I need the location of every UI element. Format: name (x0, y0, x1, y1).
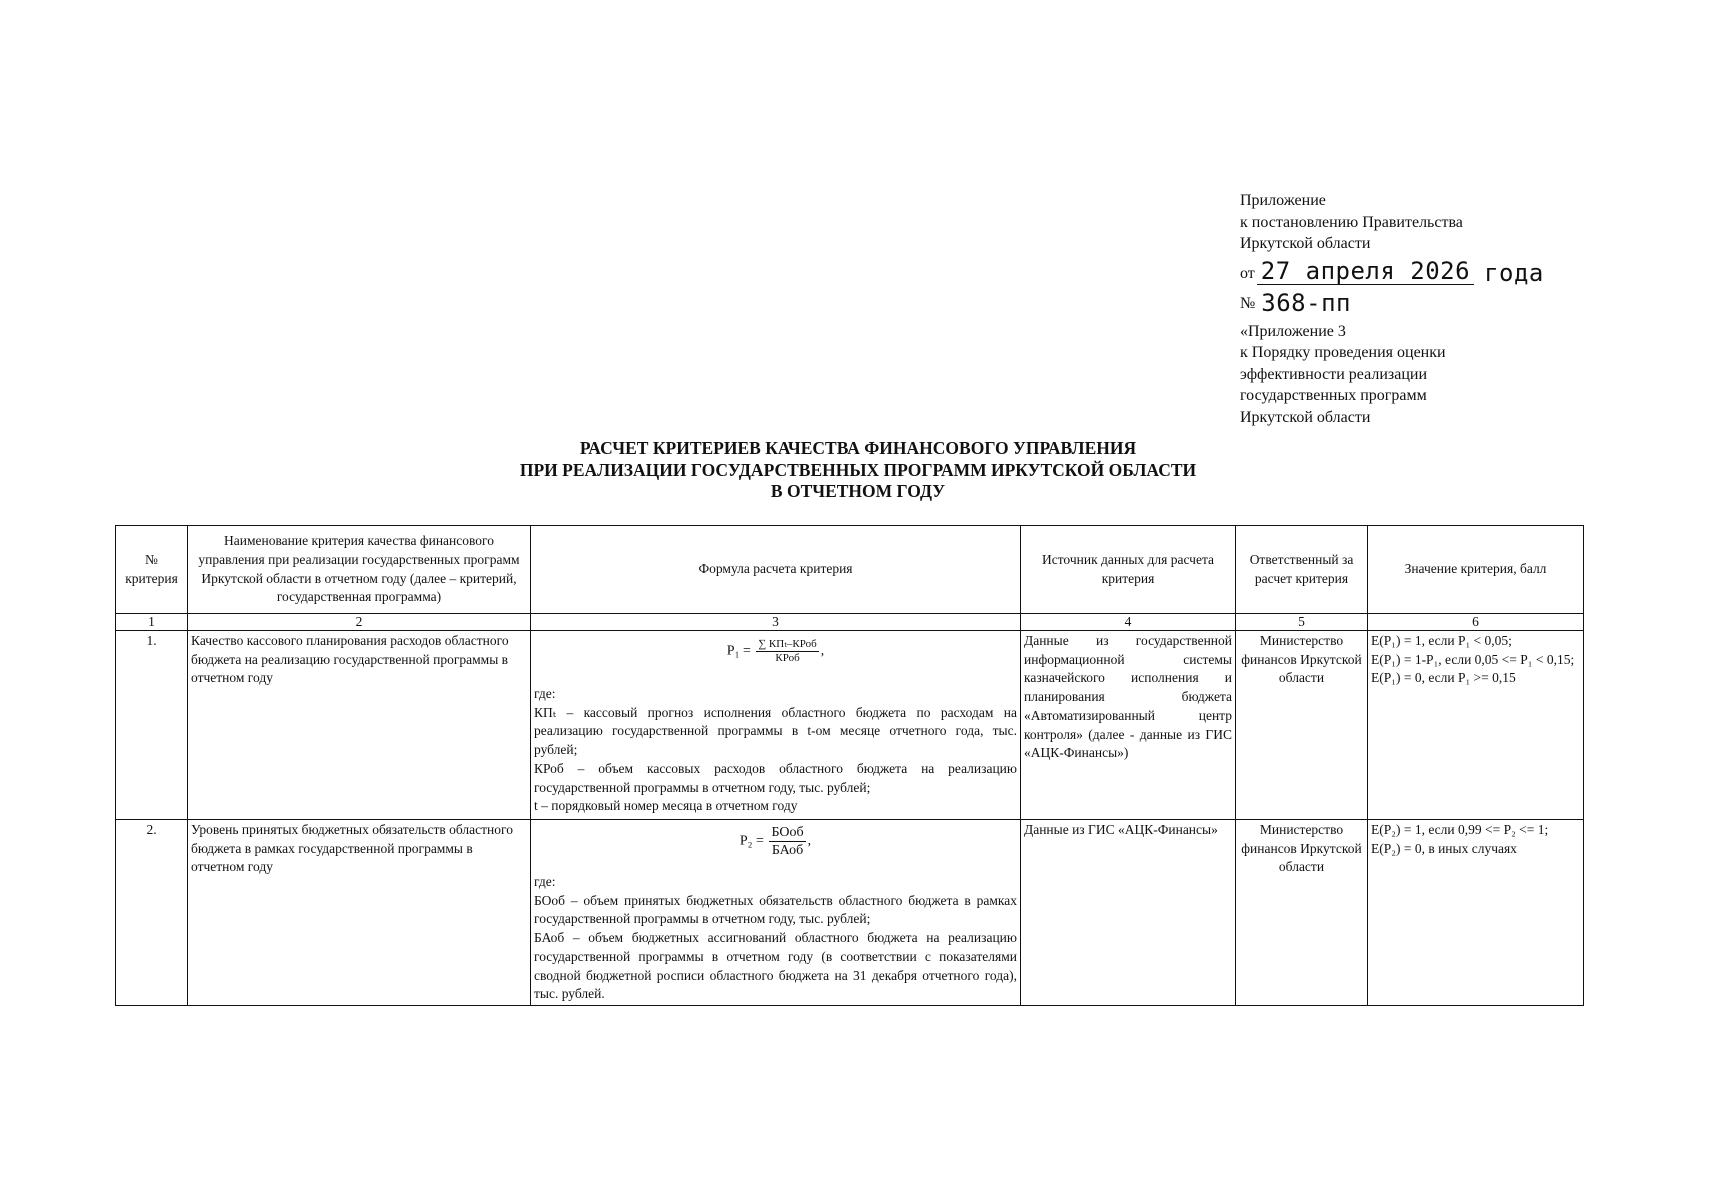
criterion-values (1368, 631, 1584, 820)
value-rule: E(P₁) = 1, если P₁ < 0,05; (1371, 633, 1512, 648)
table-header-row (116, 526, 1584, 614)
date-suffix: года (1484, 259, 1544, 287)
appendix-block (1240, 190, 1544, 428)
appendix-line: Иркутской области (1240, 235, 1371, 252)
formula-tail: , (807, 833, 812, 849)
column-index: 3 (531, 614, 1021, 631)
criterion-formula (531, 631, 1021, 820)
table-row (116, 631, 1584, 820)
column-index: 4 (1021, 614, 1236, 631)
criterion-values (1368, 820, 1584, 1006)
title-line: РАСЧЕТ КРИТЕРИЕВ КАЧЕСТВА ФИНАНСОВОГО УПРАВЛЕНИЯ (579, 438, 1137, 458)
formula-numerator: ∑ КПₜ–КРоб (758, 638, 817, 650)
decree-number (1240, 285, 1544, 315)
formula-numerator: БОоб (771, 825, 804, 840)
appendix-line: к постановлению Правительства (1240, 213, 1463, 231)
criterion-number: 2. (116, 820, 188, 1006)
table-row (116, 820, 1584, 1006)
value-rule: E(P₁) = 1-P₁, если 0,05 <= P₁ < 0,15; (1371, 651, 1575, 667)
formula-expression (534, 824, 1017, 859)
header-cell-value: Значение критерия, балл (1368, 526, 1584, 614)
header-cell-formula: Формула расчета критерия (531, 526, 1021, 614)
handwritten-date: 27 апреля 2026 (1257, 258, 1474, 285)
column-index: 2 (188, 614, 531, 631)
data-source: Данные из государственной информационной системы казначейского исполнения и планирования бюджета «Автоматизированный центр контроля» (далее - данные из ГИС «АЦК-Финансы») (1021, 631, 1236, 820)
responsible-body: Министерство финансов Иркутской области (1236, 820, 1368, 1006)
column-index: 1 (116, 614, 188, 631)
responsible-body: Министерство финансов Иркутской области (1236, 631, 1368, 820)
appendix-sub-line: эффективности реализации (1240, 365, 1427, 383)
formula-lhs: P₂ = (739, 833, 764, 849)
date-prefix: от (1240, 265, 1255, 282)
column-index-row (116, 614, 1584, 631)
appendix-sub-line: Иркутской области (1240, 408, 1371, 426)
formula-expression (534, 638, 1017, 665)
criterion-name: Уровень принятых бюджетных обязательств областного бюджета в рамках государственной программы в отчетном году (188, 820, 531, 1006)
value-rule: E(P₂) = 1, если 0,99 <= P₂ <= 1; (1371, 822, 1549, 837)
handwritten-number: 368-пп (1261, 289, 1351, 317)
header-cell-name: Наименование критерия качества финансового управления при реализации государственных программ Иркутской области в отчетном году (далее – критерий, государственная программа) (188, 526, 531, 614)
formula-fraction (769, 824, 805, 859)
formula-fraction (756, 638, 818, 665)
column-index: 5 (1236, 614, 1368, 631)
title-line: В ОТЧЕТНОМ ГОДУ (770, 481, 946, 501)
formula-where: где: (534, 686, 556, 701)
formula-tail: , (820, 643, 825, 659)
appendix-sub-line: к Порядку проведения оценки (1240, 344, 1446, 361)
title-line: ПРИ РЕАЛИЗАЦИИ ГОСУДАРСТВЕННЫХ ПРОГРАММ ИРКУТСКОЙ ОБЛАСТИ (519, 459, 1197, 480)
column-index: 6 (1368, 614, 1584, 631)
appendix-sub-line: «Приложение 3 (1240, 322, 1346, 340)
decree-date (1240, 255, 1544, 285)
criterion-number: 1. (116, 631, 188, 820)
data-source: Данные из ГИС «АЦК-Финансы» (1021, 820, 1236, 1006)
appendix-sub-line: государственных программ (1240, 387, 1427, 404)
formula-denominator: КРоб (775, 652, 800, 664)
formula-explanation: КРоб – объем кассовых расходов областного бюджета на реализацию государственной программы в отчетном году, тыс. рублей; (534, 760, 1017, 795)
formula-where: где: (534, 874, 556, 889)
criterion-name: Качество кассового планирования расходов областного бюджета на реализацию государственной программы в отчетном году (188, 631, 531, 820)
criteria-table (115, 525, 1584, 1006)
header-cell-number: № критерия (116, 526, 188, 614)
header-cell-responsible: Ответственный за расчет критерия (1236, 526, 1368, 614)
document-title (0, 438, 1716, 503)
value-rule: E(P₂) = 0, в иных случаях (1371, 840, 1517, 856)
formula-explanation: БАоб – объем бюджетных ассигнований областного бюджета на реализацию государственной программы в отчетном году (в соответствии с показателями сводной бюджетной росписи областного бюджета на 31 декабря отчетного года), тыс. рублей. (534, 930, 1017, 1002)
formula-denominator: БАоб (771, 843, 804, 858)
formula-explanation: t – порядковый номер месяца в отчетном году (534, 798, 798, 814)
formula-lhs: P₁ = (726, 643, 751, 659)
number-sign: № (1240, 295, 1256, 312)
header-cell-source: Источник данных для расчета критерия (1021, 526, 1236, 614)
criterion-formula (531, 820, 1021, 1006)
formula-explanation: БОоб – объем принятых бюджетных обязательств областного бюджета в рамках государственной программы в отчетном году, тыс. рублей; (534, 892, 1017, 927)
value-rule: E(P₁) = 0, если P₁ >= 0,15 (1371, 670, 1516, 686)
appendix-line: Приложение (1240, 192, 1326, 209)
formula-explanation: КПₜ – кассовый прогноз исполнения областного бюджета по расходам на реализацию государственной программы в t-ом месяце отчетного года, тыс. рублей; (534, 704, 1017, 758)
